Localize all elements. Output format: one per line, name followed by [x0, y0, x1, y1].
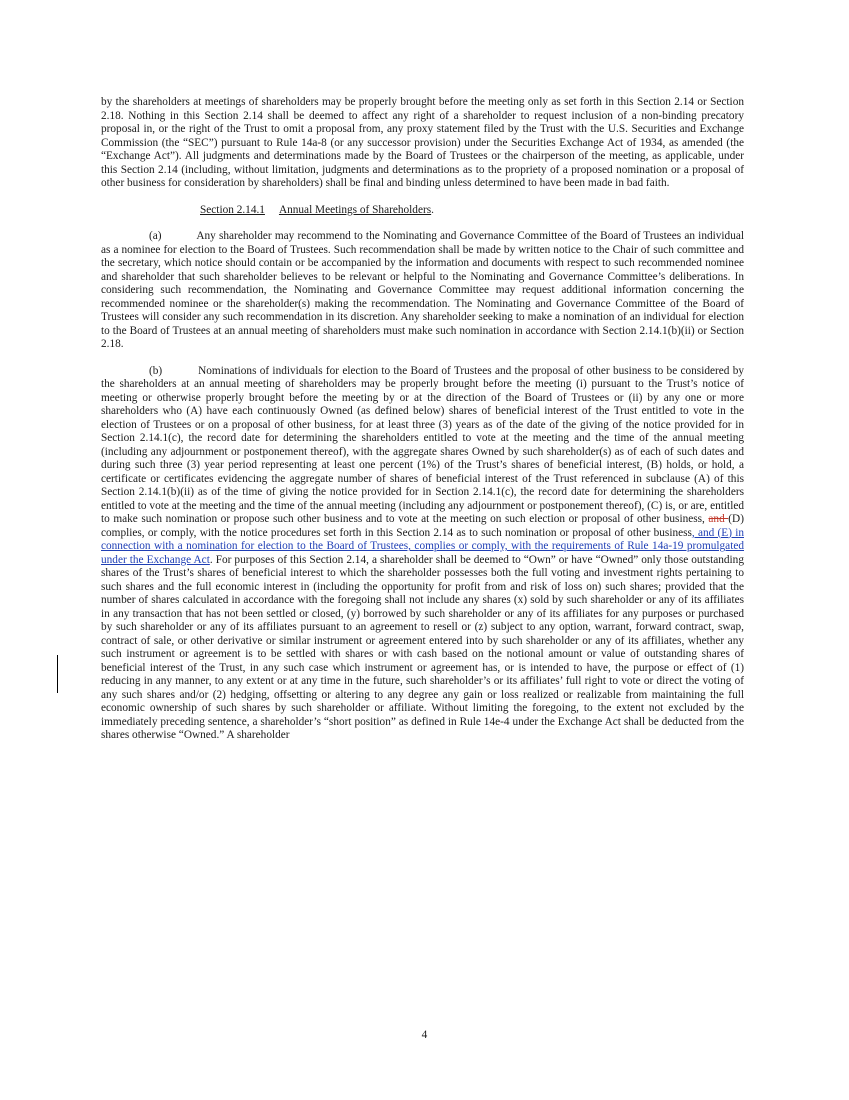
- paragraph-b: [101, 365, 744, 743]
- paragraph-b-text-1: (b) Nominations of individuals for election to the Board of Trustees and the proposal of other business to be considered by the shareholders at an annual meeting of shareholders may be properly brought before the meeting (i) pursuant to the Trust’s notice of meeting or otherwise properly brought before the meeting by or at the direction of the Board of Trustees or (ii) by any one or more shareholders who (A) have each continuously Owned (as defined below) shares of beneficial interest of the Trust entitled to vote in the election of Trustees or on a proposal of other business, for at least three (3) years as of the date of the giving of the notice provided for in Section 2.14.1(c), the record date for determining the shareholders entitled to vote at the meeting and the time of the annual meeting (including any adjournment or postponement thereof), with the aggregate shares Owned by such shareholder(s) as of each of such dates and during such three (3) year period representing at least one percent (1%) of the Trust’s shares of beneficial interest, (B) holds, or hold, a certificate or certificates evidencing the aggregate number of shares of beneficial interest of the Trust referenced in subclause (A) of this Section 2.14.1(b)(ii) as of the time of giving the notice provided for in Section 2.14.1(c), the record date for determining the shareholders entitled to vote at the meeting and the time of the annual meeting (including any adjournment or postponement thereof), (C) is, or are, entitled to make such nomination or propose such other business and to vote at the meeting on such election or proposal of other business,: [101, 364, 744, 525]
- revision-change-bar: [57, 655, 58, 693]
- section-heading-number: Section 2.14.1: [200, 203, 265, 216]
- document-body: [101, 96, 744, 743]
- paragraph-continuation: by the shareholders at meetings of shareholders may be properly brought before the meeting only as set forth in this Section 2.14 or Section 2.18. Nothing in this Section 2.14 shall be deemed to affect any right of a shareholder to request inclusion of a non-binding precatory proposal in, or the right of the Trust to omit a proposal from, any proxy statement filed by the Trust with the U.S. Securities and Exchange Commission (the “SEC”) pursuant to Rule 14a-8 (or any successor provision) under the Securities Exchange Act of 1934, as amended (the “Exchange Act”). All judgments and determinations made by the Board of Trustees or the chairperson of the meeting, as applicable, under this Section 2.14 (including, without limitation, judgments and determinations as to the propriety of a proposed nomination or a proposal of other business for consideration by shareholders) shall be final and binding unless determined to have been made in bad faith.: [101, 96, 744, 189]
- inserted-text: , and (E) in connection with a nomination for election to the Board of Trustees, complies or comply, with the requirements of Rule 14a-19 promulgated under the Exchange Act: [101, 526, 744, 566]
- deleted-text: and: [708, 513, 729, 525]
- section-heading-period: .: [431, 203, 434, 216]
- section-heading: [101, 204, 744, 218]
- paragraph-a: (a) Any shareholder may recommend to the Nominating and Governance Committee of the Board of Trustees an individual as a nominee for election to the Board of Trustees. Such recommendation shall be made by written notice to the Chair of such committee and the secretary, which notice should contain or be accompanied by the information and documents with respect to such recommended nominee and shareholder that such shareholder believes to be relevant or helpful to the Nominating and Governance Committee’s deliberations. In considering such recommendation, the Nominating and Governance Committee may request additional information concerning the recommended nominee or the shareholder(s) making the recommendation. The Nominating and Governance Committee of the Board of Trustees will consider any such recommendation in its discretion. Any shareholder seeking to make a nomination of an individual for election to the Board of Trustees at an annual meeting of shareholders must make such nomination in accordance with Section 2.14.1(b)(ii) or Section 2.18.: [101, 230, 744, 350]
- paragraph-b-text-3: . For purposes of this Section 2.14, a shareholder shall be deemed to “Own” or have “Owned” only those outstanding shares of the Trust’s shares of beneficial interest to which the shareholder possesses both the full voting and investment rights pertaining to such shares and the full economic interest in (including the opportunity for profit from and risk of loss on) such shares; provided that the number of shares calculated in accordance with the foregoing shall not include any shares (x) sold by such shareholder or any of its affiliates in any transaction that has not been settled or closed, (y) borrowed by such shareholder or any of its affiliates for any purposes or purchased by such shareholder or any of its affiliates pursuant to an agreement to resell or (z) subject to any option, warrant, forward contract, swap, contract of sale, or other derivative or similar instrument or agreement entered into by such shareholder or any of its affiliates, whether any such instrument or agreement is to be settled with shares or with cash based on the notional amount or value of outstanding shares of beneficial interest of the Trust, in any such case which instrument or agreement has, or is intended to have, the purpose or effect of (1) reducing in any manner, to any extent or at any time in the future, such shareholder’s or its affiliates’ full right to vote or direct the voting of any such shares and/or (2) hedging, offsetting or altering to any degree any gain or loss realized or realizable from maintaining the full economic ownership of such shares by such shareholder or affiliate. Without limiting the foregoing, to the extent not excluded by the immediately preceding sentence, a shareholder’s “short position” as defined in Rule 14e-4 under the Exchange Act shall be deducted from the shares otherwise “Owned.” A shareholder: [101, 553, 744, 741]
- page-number: 4: [421, 1029, 428, 1041]
- paragraph-b-text-2: (D) complies, or comply, with the notice procedures set forth in this Section 2.14 as to such nomination or proposal of other business: [101, 513, 744, 539]
- section-heading-title: Annual Meetings of Shareholders: [278, 203, 432, 216]
